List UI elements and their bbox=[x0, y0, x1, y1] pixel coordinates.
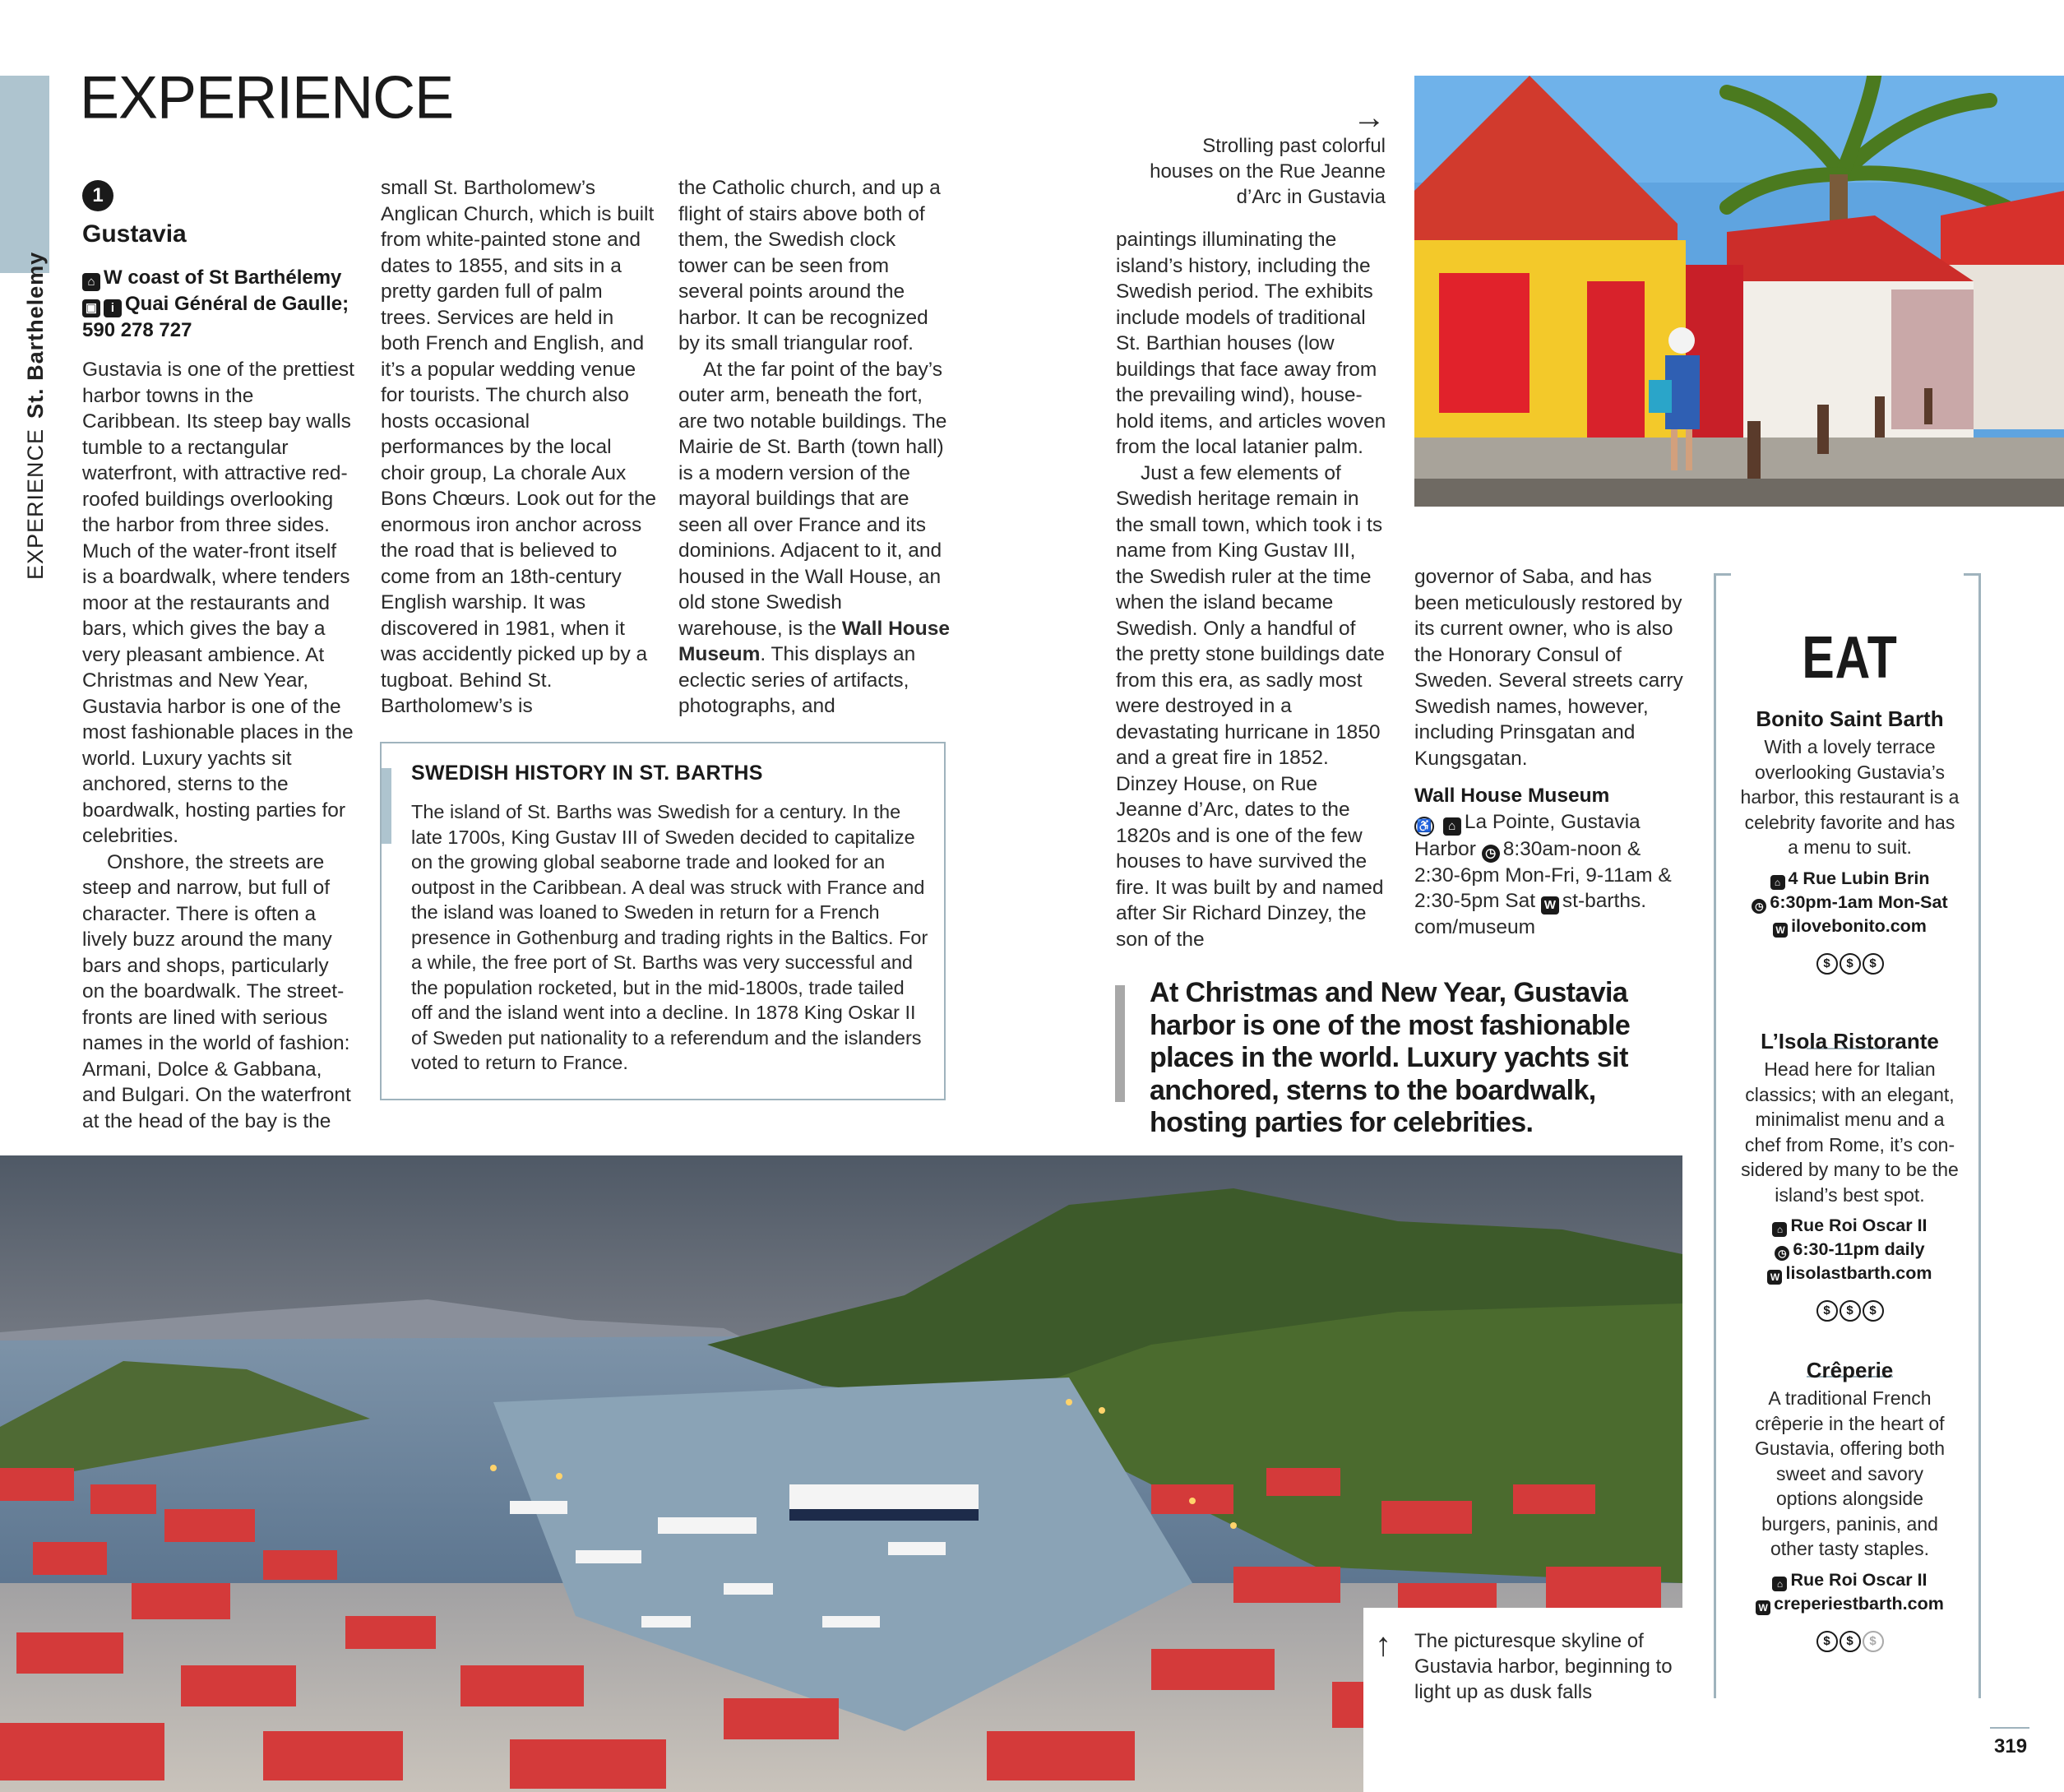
restaurant-description: With a lovely terrace overlooking Gustavia’s harbor, this restaurant is a celebrity favorite and has a menu to suit. bbox=[1740, 736, 1960, 858]
body-column-5 bbox=[1414, 564, 1690, 941]
bottom-photo-caption: The picturesque skyline of Gustavia harbor, beginning to light up as dusk falls bbox=[1414, 1630, 1673, 1703]
box-text: The island of St. Barths was Swedish for a century. In the late 1700s, King Gustav III of Sweden decided to capitalize on the growing global seaborne trade and looked for an outpost in the Caribbean. A deal was struck with France and the island was loaned to Sweden in return for a French presence in Gothenburg and trading rights in the Baltics. For a while, the free port of St. Barths was very successful and the population rocketed, but in the mid-1800s, trade tailed off and the island went into a decline. In 1878 King Oskar II of Sweden put nationality to a referendum and the islanders voted to return to France. bbox=[411, 801, 928, 1073]
address-icon: ⌂ bbox=[1770, 875, 1785, 890]
restaurant-description: A traditional French crêperie in the heart of Gustavia, offering both sweet and savory options alongside burgers, paninis, and other tasty staples. bbox=[1755, 1387, 1945, 1559]
web-icon: W bbox=[1773, 923, 1788, 938]
price-coin-icon: $ bbox=[1840, 1300, 1861, 1322]
pull-quote-bar bbox=[1115, 985, 1125, 1102]
price-coin-icon: $ bbox=[1816, 1300, 1838, 1322]
price-coin-icon: $ bbox=[1863, 953, 1884, 975]
paragraph: Just a few elements of Swedish heritage remain in the small town, which took i ts name from King Gustav III, the Swedish ruler at the time when the island became Swedish. Only a handful of the pretty stone buildings date from this era, as sadly most were destroyed in a devastating hurricane in 1850 and a great fire in 1852. Dinzey House, on Rue Jeanne d’Arc, dates to the 1820s and is one of the few houses to have survived the fire. It was built by and named after Sir Richard Dinzey, the son of the bbox=[1116, 461, 1385, 951]
restaurant-info: ⌂ 4 Rue Lubin Brin ◷ 6:30pm-1am Mon-Sat W ilovebonito.com bbox=[1716, 867, 1983, 938]
box-title: SWEDISH HISTORY IN ST. BARTHS bbox=[411, 762, 763, 785]
museum-info: ♿ ⌂ La Pointe, Gustavia Harbor ◷ 8:30am-noon & 2:30-6pm Mon-Fri, 9-11am & 2:30-5pm Sat W st-barths. com/museum bbox=[1414, 810, 1672, 938]
address-icon: ⌂ bbox=[1443, 817, 1461, 836]
pull-quote: At Christmas and New Year, Gustavia harbor is one of the most fashionable places in the world. Luxury yachts sit anchored, sterns to the boardwalk, hosting parties for celebrities. bbox=[1150, 977, 1631, 1138]
paragraph: governor of Saba, and has been meticulously restored by its current owner, who is also the Honorary Consul of Sweden. Several streets carry Swedish names, however, including Prinsgatan and Kungsgatan. bbox=[1414, 566, 1683, 770]
eat-sidebar bbox=[1714, 573, 1981, 1698]
price-coin-icon: $ bbox=[1816, 953, 1838, 975]
web-icon: W bbox=[1541, 896, 1559, 915]
restaurant-description: Head here for Italian classics; with an elegant, minimalist menu and a chef from Rome, it’s con-sidered by many to be the island’s best spot. bbox=[1741, 1058, 1959, 1206]
paragraph: At the far point of the bay’s outer arm, beneath the fort, are two notable buildings. The Mairie de St. Barth (town hall) is a modern version of the mayoral buildings that are seen all over France and its dominions. Adjacent to it, and housed in the Wall House, an old stone Swedish warehouse, is the Wall House Museum. This displays an eclectic series of artifacts, photographs, and bbox=[678, 358, 950, 717]
restaurant-info: ⌂ Rue Roi Oscar II W creperiestbarth.com bbox=[1716, 1568, 1983, 1616]
body-column-2 bbox=[381, 175, 657, 720]
clock-icon: ◷ bbox=[1752, 899, 1766, 914]
address-icon: ⌂ bbox=[82, 273, 100, 291]
restaurant-name: Crêperie bbox=[1806, 1358, 1894, 1382]
up-arrow-icon: ↑ bbox=[1375, 1627, 1391, 1663]
box-accent-bar bbox=[382, 768, 391, 844]
history-box bbox=[380, 742, 946, 1100]
paragraph: Gustavia is one of the prettiest harbor towns in the Caribbean. Its steep bay walls tumble to a rectangular waterfront, with attractive red-roofed buildings overlooking the harbor from three sides. Much of the water-front itself is a boardwalk, where tenders moor at the restaurants and bars, which gives the bay a very pleasant ambience. At Christmas and New Year, Gustavia harbor is one of the most fashionable places in the world. Luxury yachts sit anchored, sterns to the boardwalk, hosting parties for celebrities. bbox=[82, 359, 354, 847]
web-icon: W bbox=[1756, 1600, 1770, 1615]
restaurant-info: ⌂ Rue Roi Oscar II ◷ 6:30-11pm daily W lisolastbarth.com bbox=[1716, 1214, 1983, 1285]
restaurant-name: Bonito Saint Barth bbox=[1756, 706, 1944, 731]
restaurant-listing bbox=[1716, 705, 1983, 978]
clock-icon: ◷ bbox=[1482, 845, 1500, 863]
wheelchair-icon: ♿ bbox=[1414, 817, 1434, 836]
price-coin-icon: $ bbox=[1863, 1300, 1884, 1322]
restaurant-listing bbox=[1716, 1011, 1983, 1325]
restaurant-name: L’Isola Ristorante bbox=[1761, 1029, 1939, 1053]
address-icon: ⌂ bbox=[1772, 1577, 1787, 1591]
price-coin-icon: $ bbox=[1840, 953, 1861, 975]
eat-title: EAT bbox=[1802, 625, 1898, 691]
page-header: EXPERIENCE bbox=[80, 64, 454, 132]
paragraph: the Catholic church, and up a flight of stairs above both of them, the Swedish clock tower can be seen from several points around the harbor. It can be recognized by its small triangular roof. bbox=[678, 177, 941, 354]
restaurant-listing bbox=[1716, 1340, 1983, 1655]
paragraph: Onshore, the streets are steep and narrow, but full of character. There is often a lively buzz around the many bars and shops, particularly on the boardwalk. The street-fronts are lined with serious names in the world of fashion: Armani, Dolce & Gabbana, and Bulgari. On the waterfront at the head of the bay is the bbox=[82, 850, 351, 1132]
page-number: 319 bbox=[1994, 1735, 2028, 1757]
address-icon: ⌂ bbox=[1772, 1222, 1787, 1237]
web-icon: W bbox=[1767, 1270, 1782, 1285]
price-coin-icon: $ bbox=[1816, 1631, 1838, 1652]
paragraph: small St. Bartholomew’s Anglican Church, which is built from white-painted stone and dates to 1855, and sits in a pretty garden full of palm trees. Services are held in both French and English, and it’s a popular wedding venue for tourists. The church also hosts occasional performances by the local choir group, La chorale Aux Bons Chœurs. Look out for the enormous iron anchor across the road that is believed to come from an 18th-century English warship. It was discovered in 1981, when it was accidently picked up by a tugboat. Behind St. Bartholomew’s is bbox=[381, 177, 656, 717]
clock-icon: ◷ bbox=[1775, 1246, 1789, 1261]
entry-title: Gustavia bbox=[82, 220, 187, 248]
body-column-1 bbox=[82, 357, 355, 1134]
museum-title: Wall House Museum bbox=[1414, 785, 1610, 807]
street-houses-photo bbox=[1414, 76, 2064, 507]
right-arrow-icon: → bbox=[1353, 100, 1386, 136]
entry-number-badge: 1 bbox=[82, 180, 113, 211]
entry-address: W coast of St Barthélemy bbox=[104, 266, 342, 289]
price-rating bbox=[1716, 953, 1983, 978]
price-rating bbox=[1716, 1300, 1983, 1325]
entry-info-text: Quai Général de Gaulle; 590 278 727 bbox=[82, 293, 349, 341]
section-tab-bar bbox=[0, 76, 49, 273]
price-coin-icon: $ bbox=[1863, 1631, 1884, 1652]
side-section-label: EXPERIENCESt. Barthelemy bbox=[23, 251, 48, 580]
body-column-3 bbox=[678, 175, 950, 720]
entry-info bbox=[82, 265, 354, 344]
paragraph: paintings illuminating the island’s history, including the Swedish period. The exhibits include models of traditional St. Barthian houses (low buildings that face away from the prevailing wind), house-hold items, and articles woven from the local latanier palm. bbox=[1116, 229, 1386, 458]
page-number-rule bbox=[1990, 1727, 2029, 1729]
price-rating bbox=[1716, 1631, 1983, 1655]
museum-name-inline: Wall House Museum bbox=[678, 617, 950, 665]
top-photo-caption: → Strolling past colorful houses on the Rue Jeanne d’Arc in Gustavia bbox=[1143, 105, 1386, 210]
price-coin-icon: $ bbox=[1840, 1631, 1861, 1652]
info-icon: i bbox=[104, 299, 122, 317]
body-column-4 bbox=[1116, 227, 1387, 952]
bus-icon: ▣ bbox=[82, 299, 100, 317]
